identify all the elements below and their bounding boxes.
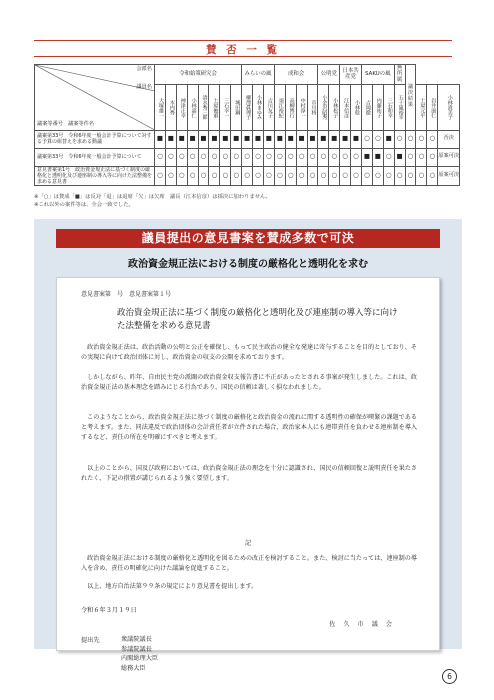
member-name: 須江裕紀 (274, 84, 285, 130)
vote-cell: ○ (351, 166, 362, 186)
party-name: 日本共産党 (340, 65, 362, 85)
vote-cell: ○ (253, 148, 264, 166)
member-name: 吉岡徹 (361, 84, 372, 130)
vote-cell: ○ (361, 166, 372, 186)
header-giin-label: 議員名 (136, 84, 152, 90)
body-paragraph: しかしながら、昨年、自由民主党の派閥の政治資金収支報告書に不正があったとされる事案が発生しました。これは、政治資金規正法の基本理念を踏みにじる行為であり、国民の信頼は著しく損なわれました。 (81, 374, 417, 391)
vote-cell: ○ (274, 166, 285, 186)
recipient-label: 提出先 (81, 637, 100, 644)
doc-date: 令和６年３月１９日 (81, 607, 137, 614)
vote-cell: ■ (231, 130, 242, 148)
vote-cell: ○ (242, 166, 253, 186)
vote-cell: ○ (209, 148, 220, 166)
member-name: 江本信彦 (340, 84, 351, 130)
vote-cell: ■ (394, 148, 405, 166)
vote-cell: ○ (176, 148, 187, 166)
vote-table (34, 64, 460, 186)
member-name: 岩井康仁 (427, 84, 438, 130)
vote-cell: ○ (427, 130, 438, 148)
member-name: 小林まゆみ (253, 84, 264, 130)
vote-cell: ■ (176, 130, 187, 148)
doc-number: 意見書案第 号 意見書案第１号 (81, 291, 172, 298)
vote-cell: ○ (220, 166, 231, 186)
vote-cell: ○ (394, 166, 405, 186)
vote-cell: ■ (263, 130, 274, 148)
vote-cell: ○ (165, 166, 176, 186)
ki-paragraph: 政治資金規正法における制度の厳格化と透明化を図るための改正を検討すること。また、検討に当たっては、連座制の導入を含め、責任の明確化に向けた議論を促進すること。 (81, 555, 417, 572)
result-cell: 原案可決 (438, 148, 460, 166)
vote-cell: ○ (198, 148, 209, 166)
note-line: ※これ以外の案件等は、全会一致でした。 (34, 202, 134, 209)
vote-cell: ○ (383, 148, 394, 166)
member-name: 柳澤眞理子 (242, 84, 253, 130)
vote-cell: ■ (329, 130, 340, 148)
recipient: 参議院議長 (121, 645, 152, 653)
vote-cell: ■ (165, 130, 176, 148)
member-name: 三石幸一 (220, 84, 231, 130)
vote-cell: ○ (285, 148, 296, 166)
vote-cell: ○ (383, 166, 394, 186)
member-name: 小林嘉仁 (187, 84, 198, 130)
recipient: 内閣総理大臣 (121, 655, 159, 663)
vote-cell: ■ (285, 130, 296, 148)
vote-cell: ○ (253, 166, 264, 186)
body-paragraph: このようなことから、政治資金規正法に基づく制度の厳格化と政治資金の流れに関する透明性の確保が喫緊の課題であると考えます。また、同法違反で政治団体の会計責任者が立件された場合、政治家本人にも連帯責任を負わせる連座制を導入するなど、責任の所在を明確にすべきと考えます。 (81, 414, 417, 441)
vote-cell: ○ (296, 166, 307, 186)
vote-row (35, 166, 460, 186)
vote-cell: ○ (198, 166, 209, 186)
recipient: 衆議院議長 (121, 636, 152, 643)
vote-cell: ○ (329, 166, 340, 186)
subheadline: 政治資金規正法における制度の厳格化と透明化を求む (128, 259, 368, 270)
member-name: 神津正幸 (176, 84, 187, 130)
vote-cell: ○ (274, 148, 285, 166)
vote-cell: ○ (155, 148, 166, 166)
vote-cell: ○ (329, 148, 340, 166)
vote-cell: ○ (220, 148, 231, 166)
title-top-rule (34, 40, 452, 41)
vote-cell: ○ (372, 130, 383, 148)
member-name: 小林松子 (329, 84, 340, 130)
member-name: 吉川友子 (263, 84, 274, 130)
vote-cell: ■ (296, 130, 307, 148)
member-name: 木内秀 (165, 84, 176, 130)
vote-cell: ○ (231, 148, 242, 166)
member-name: 清水秀三郎 (198, 84, 209, 130)
party-name: 令和始策研究会 (155, 65, 242, 85)
member-name: 土屋元平 (416, 84, 427, 130)
result-cell: 否決 (438, 130, 460, 148)
vote-cell: ■ (187, 130, 198, 148)
vote-cell: ○ (427, 166, 438, 186)
item-name: 議案第33号 令和6年度一般会計予算について (35, 148, 155, 166)
vote-cell: ■ (253, 130, 264, 148)
party-name: 成和会 (274, 65, 318, 85)
item-name: 意見書案第1号 政治資金規正法に基づく制度の厳格化と透明化及び連座制の導入等に向けた法整備を求める意見書 (35, 166, 155, 186)
vote-cell: ○ (263, 148, 274, 166)
opinion-document (56, 277, 440, 672)
vote-cell: ■ (372, 148, 383, 166)
body-paragraph: 政治資金規正法は、政治活動の公明と公正を確保し、もって民主政治の健全な発達に寄与することを目的としており、その実現に向けて政治団体に対し、政治資金の収支の公開を求めております。 (81, 344, 417, 361)
header-corner-cell (35, 65, 155, 131)
closing-paragraph: 以上、地方自治法第９９条の規定により意見書を提出します。 (87, 583, 258, 590)
header-ian-label: 議案等番号 議案等件名 (37, 120, 95, 127)
member-name: 小金沢昭秀 (318, 84, 329, 130)
vote-cell: ○ (394, 130, 405, 148)
vote-table-title-bar (34, 40, 452, 57)
result-header: 議決結果 (405, 65, 416, 131)
member-name: 大塚雄一 (155, 84, 166, 130)
vote-cell: ○ (405, 148, 416, 166)
vote-cell: ○ (285, 166, 296, 186)
vote-cell: ○ (372, 166, 383, 186)
member-name: 小林貴美子 (438, 84, 460, 130)
member-name: 高柳博行 (285, 84, 296, 130)
member-name: 三石和幸 (383, 84, 394, 130)
vote-cell: ○ (187, 148, 198, 166)
vote-row (35, 130, 460, 148)
party-name: みらいの風 (242, 65, 275, 85)
vote-cell: ■ (198, 130, 209, 148)
item-name: 議案第33号 令和6年度一般会計予算について対する予算の組替えを求める動議 (35, 130, 155, 148)
vote-cell: ○ (307, 166, 318, 186)
vote-cell: ○ (263, 166, 274, 186)
vote-cell: ■ (209, 130, 220, 148)
party-row (35, 65, 460, 85)
vote-cell: ■ (274, 130, 285, 148)
member-name: 五十嵐裕幸 (394, 84, 405, 130)
vote-cell: ○ (427, 148, 438, 166)
vote-cell: ○ (318, 166, 329, 186)
vote-cell: ■ (383, 130, 394, 148)
vote-row (35, 148, 460, 166)
vote-cell: ○ (187, 166, 198, 186)
vote-cell: ○ (361, 130, 372, 148)
party-name: 公明党 (318, 65, 340, 85)
party-name: SAKUの風 (361, 65, 394, 85)
vote-cell: ○ (416, 166, 427, 186)
vote-cell: ○ (296, 148, 307, 166)
vote-cell: ■ (220, 130, 231, 148)
vote-cell: ○ (176, 166, 187, 186)
vote-cell: ■ (155, 130, 166, 148)
page-number: 6 (442, 669, 457, 684)
vote-cell: ■ (340, 130, 351, 148)
vote-cell: ■ (307, 130, 318, 148)
body-paragraph: 以上のことから、国及び政府においては、政治資金規正法の理念を十分に認識され、国民の信頼回復と説明責任を果たされたく、下記の措置が講じられるよう強く要望します。 (81, 465, 417, 482)
vote-cell: ■ (242, 130, 253, 148)
doc-title: 政治資金規正法に基づく制度の厳格化と透明化及び連座制の導入等に向けた法整備を求める意見書 (117, 308, 398, 332)
vote-table-title: 賛 否 一 覧 (206, 44, 280, 56)
vote-cell: ○ (416, 148, 427, 166)
recipient: 総務大臣 (121, 664, 146, 672)
vote-cell: ○ (340, 166, 351, 186)
vote-cell: ■ (318, 130, 329, 148)
vote-cell: ○ (351, 148, 362, 166)
vote-cell: ○ (242, 148, 253, 166)
vote-cell: ○ (155, 166, 166, 186)
headline-banner (56, 229, 440, 248)
vote-cell: ○ (318, 148, 329, 166)
vote-cell: ○ (405, 130, 416, 148)
result-cell: 原案可決 (438, 166, 460, 186)
vote-cell: ○ (405, 166, 416, 186)
recipient-list (121, 635, 158, 673)
title-bottom-rule (34, 56, 452, 57)
member-name: 城田鋼 (231, 84, 242, 130)
vote-cell: ■ (361, 148, 372, 166)
diagonal-lines (35, 65, 154, 130)
member-name: 中村淳一 (296, 84, 307, 130)
header-kaiha-label: 会派名 (136, 66, 152, 72)
article-panel (34, 219, 462, 672)
vote-cell: ○ (416, 130, 427, 148)
member-name: 市川将 (307, 84, 318, 130)
party-name: 無所属 (394, 65, 405, 85)
vote-cell: ○ (307, 148, 318, 166)
headline: 議員提出の意見書案を賛成多数で可決 (141, 231, 355, 245)
vote-cell: ○ (209, 166, 220, 186)
vote-cell: ○ (165, 148, 176, 166)
vote-table-notes (34, 193, 271, 209)
doc-issuer: 佐 久 市 議 会 (329, 621, 395, 628)
member-name: 土屋俊重 (209, 84, 220, 130)
vote-cell: ○ (231, 166, 242, 186)
vote-cell: ■ (351, 130, 362, 148)
vote-cell: ○ (340, 148, 351, 166)
note-line: ※「○」は賛成「■」は反対「退」は退席「欠」は欠席 議長（江本信彦）は採決に加わりません。 (34, 194, 271, 200)
member-name: 小林稔 (351, 84, 362, 130)
member-name: 内藤祐子 (372, 84, 383, 130)
ki-heading: 記 (244, 540, 252, 547)
